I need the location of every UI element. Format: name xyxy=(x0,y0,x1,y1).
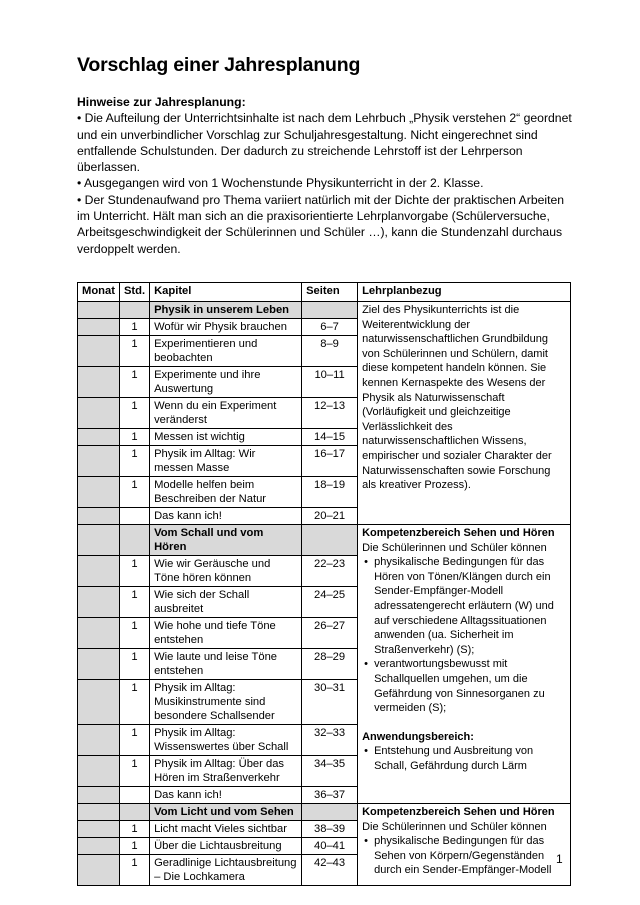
hints-heading: Hinweise zur Jahresplanung: xyxy=(77,95,246,109)
kapitel-cell: Wie sich der Schall ausbreitet xyxy=(150,587,302,618)
kapitel-cell: Physik im Alltag: Wir messen Masse xyxy=(150,446,302,477)
lehrplan-heading: Kompetenzbereich Sehen und Hören xyxy=(362,527,555,539)
lehrplan-list xyxy=(362,555,566,716)
hint-paragraph: • Ausgegangen wird von 1 Wochenstunde Physikunterricht in der 2. Klasse. xyxy=(77,176,484,191)
table-row: 1 Physik im Alltag: Musikinstrumente sind besondere Schallsender 30–31 xyxy=(78,680,571,725)
kapitel-cell: Modelle helfen beim Beschreiben der Natur xyxy=(150,477,302,508)
kapitel-cell: Physik im Alltag: Über das Hören im Straßenverkehr xyxy=(150,756,302,787)
table-row: 1 Wie hohe und tiefe Töne entstehen 26–27 xyxy=(78,618,571,649)
seiten-cell: 22–23 xyxy=(302,556,358,587)
table-row: 1 Licht macht Vieles sichtbar 38–39 xyxy=(78,821,571,838)
table-header-row xyxy=(78,283,571,302)
year-plan-table xyxy=(77,282,571,886)
chapter-title: Physik in unserem Leben xyxy=(150,302,302,319)
seiten-cell: 38–39 xyxy=(302,821,358,838)
header-std: Std. xyxy=(119,283,149,302)
seiten-cell: 16–17 xyxy=(302,446,358,477)
header-lehrplanbezug: Lehrplanbezug xyxy=(358,283,571,302)
seiten-cell: 36–37 xyxy=(302,787,358,804)
lehrplan-cell: Ziel des Physikunterrichts ist die Weiterentwicklung der naturwissenschaftlichen Grundbildung von Schülerinnen und Schülern, damit diese kompetent handeln können. Sie kennen Kernaspekte des Wesens der Physik als Naturwissenschaft (Vorläufigkeit und gleichzeitige Verlässlichkeit des naturwissenschaftlichen Wissens, empirischer und sozialer Charakter der Naturwissenschaften sowie Forschung als kreativer Prozess). xyxy=(358,302,571,525)
table-row: 1 Experimente und ihre Auswertung 10–11 xyxy=(78,367,571,398)
kapitel-cell: Das kann ich! xyxy=(150,508,302,525)
page-title: Vorschlag einer Jahresplanung xyxy=(77,54,361,76)
table-row: 1 Physik im Alltag: Über das Hören im Straßenverkehr 34–35 xyxy=(78,756,571,787)
lehrplan-subheading: Anwendungsbereich: xyxy=(362,730,474,743)
lehrplan-intro: Die Schülerinnen und Schüler können xyxy=(362,541,547,554)
header-kapitel: Kapitel xyxy=(150,283,302,302)
chapter-title: Vom Licht und vom Sehen xyxy=(150,804,302,821)
seiten-cell: 20–21 xyxy=(302,508,358,525)
hints-block xyxy=(77,94,577,257)
chapter-row xyxy=(78,804,571,821)
lehrplan-list xyxy=(362,834,566,878)
kapitel-cell: Wofür wir Physik brauchen xyxy=(150,319,302,336)
chapter-row xyxy=(78,302,571,319)
seiten-cell: 42–43 xyxy=(302,855,358,886)
chapter-title: Vom Schall und vom Hören xyxy=(150,525,302,556)
kapitel-cell: Experimentieren und beobachten xyxy=(150,336,302,367)
seiten-cell: 34–35 xyxy=(302,756,358,787)
seiten-cell: 30–31 xyxy=(302,680,358,725)
kapitel-cell: Über die Lichtausbreitung xyxy=(150,838,302,855)
lehrplan-bullet: • physikalische Bedingungen für das Sehen von Körpern/Gegenständen durch ein Sender-Empfänger-Modell xyxy=(362,834,566,878)
table-row: 1 Experimentieren und beobachten 8–9 xyxy=(78,336,571,367)
seiten-cell: 14–15 xyxy=(302,429,358,446)
table-row: 1 Wie sich der Schall ausbreitet 24–25 xyxy=(78,587,571,618)
kapitel-cell: Das kann ich! xyxy=(150,787,302,804)
seiten-cell: 12–13 xyxy=(302,398,358,429)
kapitel-cell: Experimente und ihre Auswertung xyxy=(150,367,302,398)
kapitel-cell: Physik im Alltag: Wissenswertes über Schall xyxy=(150,725,302,756)
seiten-cell: 8–9 xyxy=(302,336,358,367)
table-row: 1 Über die Lichtausbreitung 40–41 xyxy=(78,838,571,855)
lehrplan-cell xyxy=(358,804,571,886)
kapitel-cell: Wie wir Geräusche und Töne hören können xyxy=(150,556,302,587)
table-row: 1 Geradlinige Lichtausbreitung – Die Lochkamera 42–43 xyxy=(78,855,571,886)
kapitel-cell: Geradlinige Lichtausbreitung – Die Lochkamera xyxy=(150,855,302,886)
lehrplan-heading: Kompetenzbereich Sehen und Hören xyxy=(362,806,555,818)
table-row: 1 Wie wir Geräusche und Töne hören können 22–23 xyxy=(78,556,571,587)
page-number: 1 xyxy=(556,852,563,866)
table-row: 1 Wofür wir Physik brauchen 6–7 xyxy=(78,319,571,336)
lehrplan-cell xyxy=(358,525,571,804)
kapitel-cell: Physik im Alltag: Musikinstrumente sind besondere Schallsender xyxy=(150,680,302,725)
lehrplan-list xyxy=(362,744,566,773)
kapitel-cell: Wie laute und leise Töne entstehen xyxy=(150,649,302,680)
kapitel-cell: Messen ist wichtig xyxy=(150,429,302,446)
kapitel-cell: Wie hohe und tiefe Töne entstehen xyxy=(150,618,302,649)
table-row: 1 Modelle helfen beim Beschreiben der Natur 18–19 xyxy=(78,477,571,508)
seiten-cell: 28–29 xyxy=(302,649,358,680)
table-row: 1 Wie laute und leise Töne entstehen 28–29 xyxy=(78,649,571,680)
seiten-cell: 26–27 xyxy=(302,618,358,649)
kapitel-cell: Wenn du ein Experiment veränderst xyxy=(150,398,302,429)
hint-paragraph: • Der Stundenaufwand pro Thema variiert natürlich mit der Dichte der praktischen Arbeiten im Unterricht. Hält man sich an die praxisorientierte Lehrplanvorgabe (Schülerversuche, Arbeitsgeschwindigkeit der Schülerinnen und Schüler …), kann die Stundenzahl durchaus verdoppelt werden. xyxy=(77,192,565,256)
header-seiten: Seiten xyxy=(302,283,358,302)
table-row: 1 Physik im Alltag: Wir messen Masse 16–17 xyxy=(78,446,571,477)
lehrplan-bullet: • Entstehung und Ausbreitung von Schall, Gefährdung durch Lärm xyxy=(362,744,566,773)
lehrplan-bullet: • physikalische Bedingungen für das Hören von Tönen/Klängen durch ein Sender-Empfänger-Modell adressatengerecht erläutern (W) und auf verschiedene Alltagssituationen anwenden (ua. Sicherheit im Straßenverkehr) (S); xyxy=(362,555,566,657)
chapter-row xyxy=(78,525,571,556)
table-row: 1 Wenn du ein Experiment veränderst 12–13 xyxy=(78,398,571,429)
header-monat: Monat xyxy=(78,283,120,302)
seiten-cell: 6–7 xyxy=(302,319,358,336)
table-row: 1 Physik im Alltag: Wissenswertes über Schall 32–33 xyxy=(78,725,571,756)
kapitel-cell: Licht macht Vieles sichtbar xyxy=(150,821,302,838)
seiten-cell: 10–11 xyxy=(302,367,358,398)
seiten-cell: 40–41 xyxy=(302,838,358,855)
seiten-cell: 32–33 xyxy=(302,725,358,756)
seiten-cell: 18–19 xyxy=(302,477,358,508)
lehrplan-bullet: • verantwortungsbewusst mit Schallquellen umgehen, um die Gefährdung von Sinnesorganen zu vermeiden (S); xyxy=(362,657,566,715)
table-row: 1 Messen ist wichtig 14–15 xyxy=(78,429,571,446)
seiten-cell: 24–25 xyxy=(302,587,358,618)
hint-paragraph: • Die Aufteilung der Unterrichtsinhalte ist nach dem Lehrbuch „Physik verstehen 2“ geordnet und ein unverbindlicher Vorschlag zur Schuljahresgestaltung. Nicht eingerechnet sind entfallende Schulstunden. Der dadurch zu streichende Lehrstoff ist der Lehrperson überlassen. xyxy=(77,111,572,175)
lehrplan-intro: Die Schülerinnen und Schüler können xyxy=(362,820,547,833)
